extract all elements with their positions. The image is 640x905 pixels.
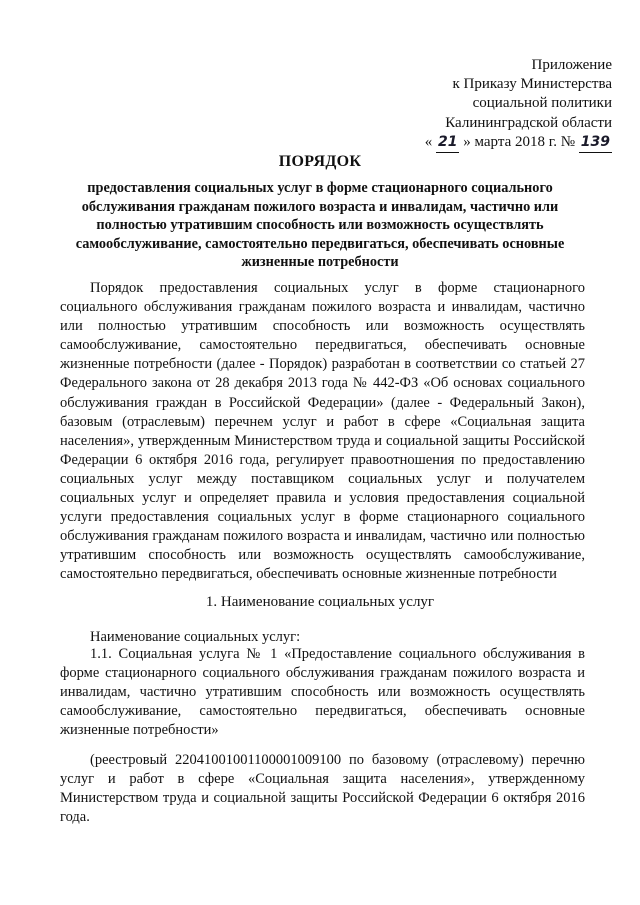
paragraph-services-label: Наименование социальных услуг: — [90, 629, 301, 645]
appendix-line-2: к Приказу Министерства — [452, 76, 612, 93]
paragraph-intro: Порядок предоставления социальных услуг в форме стационарного социального обслуживания гражданам пожилого возраста и инвалидам, частично или полностью утратившим способность или возможность осуществлять самообслуживание, самостоятельно передвигаться, обеспечивать основные жизненные потребности (далее - Порядок) разработан в соответствии со статьей 27 Федерального закона от 28 декабря 2013 года № 442-ФЗ «Об основах социального обслуживания граждан в Российской Федерации» (далее - Федеральный Закон), базовым (отраслевым) перечнем услуг и работ в сфере «Социальная защита населения», утвержденным Министерством труда и социальной защиты Российской Федерации 6 октября 2016 года, регулирует правоотношения по предоставлению социальных услуг между поставщиком социальных услуг и получателем социальных услуг и определяет правила и условия предоставления социальной услуги предоставления социальных услуг в форме стационарного социального обслуживания гражданам пожилого возраста и инвалидам, частично или полностью утратившим способность или возможность осуществлять самообслуживание, самостоятельно передвигаться, обеспечивать основные жизненные потребности — [60, 280, 585, 583]
order-day: 21 — [436, 133, 459, 153]
order-date-line — [352, 133, 612, 153]
close-quote: » — [463, 133, 471, 150]
order-number: 139 — [579, 133, 612, 153]
appendix-line-1: Приложение — [531, 57, 612, 73]
appendix-header — [352, 56, 612, 153]
open-quote: « — [424, 133, 433, 150]
document-subtitle: предоставления социальных услуг в форме стационарного социального обслуживания гражданам пожилого возраста и инвалидам, частично или полностью утратившим способность или возможность осуществлять самообслуживание, самостоятельно передвигаться, обеспечивать основные жизненные потребности — [75, 180, 565, 270]
appendix-line-3: социальной политики — [472, 95, 612, 112]
document-title: ПОРЯДОК — [278, 153, 362, 170]
order-month-year: марта 2018 г. № — [474, 133, 576, 150]
section-heading: 1. Наименование социальных услуг — [205, 594, 435, 610]
paragraph-service-1: 1.1. Социальная услуга № 1 «Предоставление социального обслуживания в форме стационарного социального обслуживания гражданам пожилого возраста и инвалидам, частично утратившим способность или возможность осуществлять самообслуживание, самостоятельно передвигаться, обеспечивать основные жизненные потребности» — [60, 646, 585, 739]
paragraph-registry: (реестровый 22041001001100001009100 по базовому (отраслевому) перечню услуг и работ в сфере «Социальная защита населения», утвержденному Министерством труда и социальной защиты Российской Федерации 6 октября 2016 года. — [60, 752, 585, 826]
appendix-line-4: Калининградской области — [445, 114, 612, 131]
